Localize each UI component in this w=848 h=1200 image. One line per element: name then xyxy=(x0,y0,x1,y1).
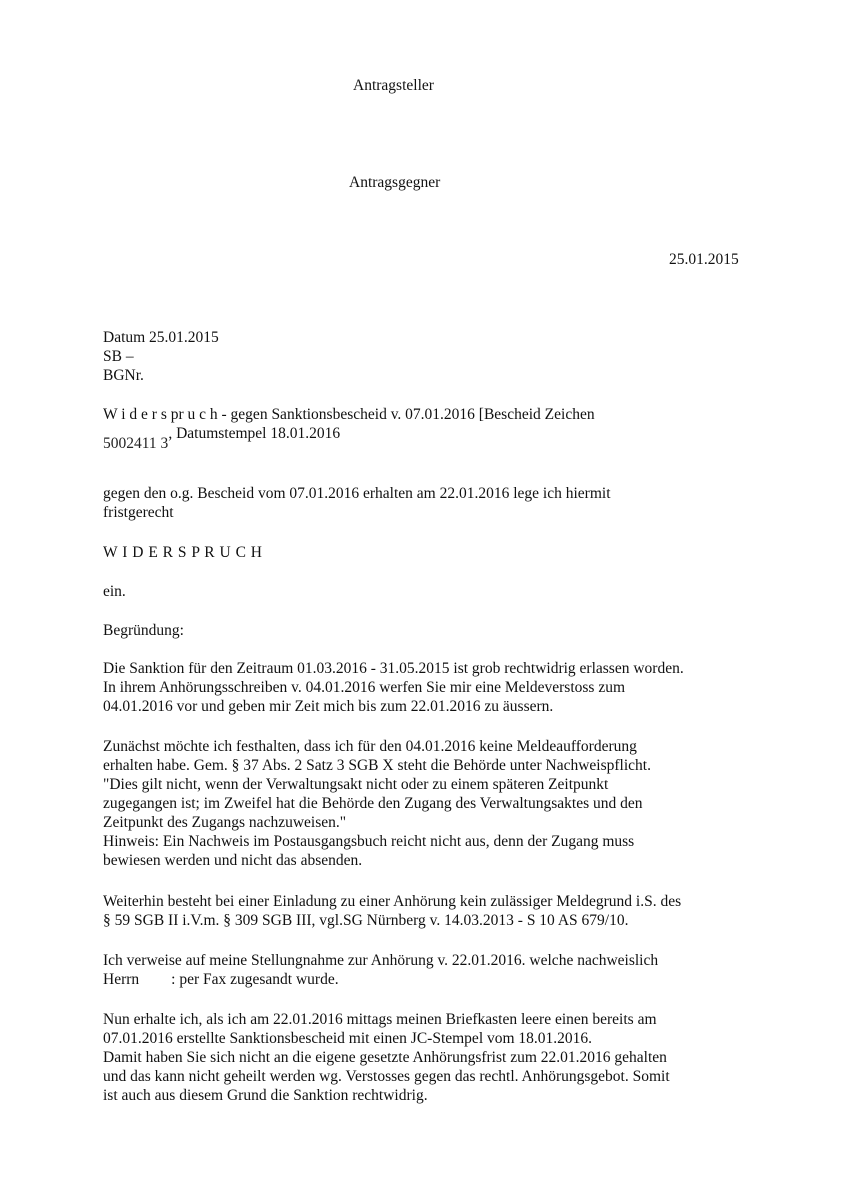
paragraph-line: Zeitpunkt des Zugangs nachzuweisen." xyxy=(103,814,347,831)
paragraph-3 xyxy=(103,892,763,930)
subject-block xyxy=(103,405,763,452)
begruendung-heading: Begründung: xyxy=(103,622,184,639)
paragraph-line: ist auch aus diesem Grund die Sanktion rechtwidrig. xyxy=(103,1087,428,1104)
intro-paragraph xyxy=(103,484,763,522)
paragraph-line: 04.01.2016 vor und geben mir Zeit mich bis zum 22.01.2016 zu äussern. xyxy=(103,698,554,715)
applicant-label: Antragsteller xyxy=(353,77,434,94)
intro-line: gegen den o.g. Bescheid vom 07.01.2016 erhalten am 22.01.2016 lege ich hiermit xyxy=(103,485,611,502)
paragraph-line: erhalten habe. Gem. § 37 Abs. 2 Satz 3 SGB X steht die Behörde unter Nachweispflicht. xyxy=(103,757,651,774)
sb-line: SB – xyxy=(103,348,134,365)
redacted-reference: 5002411 3 xyxy=(103,435,169,452)
paragraph-line: Nun erhalte ich, als ich am 22.01.2016 mittags meinen Briefkasten leere einen bereits am xyxy=(103,1011,657,1028)
paragraph-line: In ihrem Anhörungsschreiben v. 04.01.2016 werfen Sie mir eine Meldeverstoss zum xyxy=(103,679,626,696)
paragraph-4 xyxy=(103,951,763,989)
bgnr-line: BGNr. xyxy=(103,367,144,384)
document-date: 25.01.2015 xyxy=(669,251,739,268)
subject-line-1: W i d e r s pr u c h - gegen Sanktionsbescheid v. 07.01.2016 [Bescheid Zeichen xyxy=(103,406,595,423)
paragraph-line: und das kann nicht geheilt werden wg. Verstosses gegen das rechtl. Anhörungsgebot. Somit xyxy=(103,1068,670,1085)
paragraph-line xyxy=(103,970,763,989)
datum-line: Datum 25.01.2015 xyxy=(103,329,219,346)
paragraph-1 xyxy=(103,659,763,716)
paragraph-line: § 59 SGB II i.V.m. § 309 SGB III, vgl.SG Nürnberg v. 14.03.2013 - S 10 AS 679/10. xyxy=(103,912,629,929)
paragraph-line: Weiterhin besteht bei einer Einladung zu einer Anhörung kein zulässiger Meldegrund i.S. des xyxy=(103,893,682,910)
paragraph-line: Damit haben Sie sich nicht an die eigene gesetzte Anhörungsfrist zum 22.01.2016 gehalten xyxy=(103,1049,667,1066)
paragraph-line: 07.01.2016 erstellte Sanktionsbescheid mit einen JC-Stempel vom 18.01.2016. xyxy=(103,1030,593,1047)
intro-line: fristgerecht xyxy=(103,504,174,521)
recipient-salutation: Herrn xyxy=(103,971,140,988)
fax-note: : per Fax zugesandt wurde. xyxy=(171,971,339,988)
reference-block xyxy=(103,328,763,385)
paragraph-line: Ich verweise auf meine Stellungnahme zur Anhörung v. 22.01.2016. welche nachweislich xyxy=(103,952,659,969)
paragraph-2 xyxy=(103,737,763,870)
paragraph-line: bewiesen werden und nicht das absenden. xyxy=(103,852,363,869)
paragraph-line: Die Sanktion für den Zeitraum 01.03.2016 - 31.05.2015 ist grob rechtwidrig erlassen worden. xyxy=(103,660,684,677)
subject-line-2 xyxy=(103,424,763,452)
respondent-label: Antragsgegner xyxy=(349,174,441,191)
widerspruch-heading: W I D E R S P R U C H xyxy=(103,544,263,561)
paragraph-line: "Dies gilt nicht, wenn der Verwaltungsakt nicht oder zu einem späteren Zeitpunkt xyxy=(103,776,609,793)
subject-line-2-text: , Datumstempel 18.01.2016 xyxy=(168,425,341,442)
paragraph-line: zugegangen ist; im Zweifel hat die Behörde den Zugang des Verwaltungsaktes und den xyxy=(103,795,643,812)
paragraph-line: Hinweis: Ein Nachweis im Postausgangsbuch reicht nicht aus, denn der Zugang muss xyxy=(103,833,635,850)
paragraph-line: Zunächst möchte ich festhalten, dass ich für den 04.01.2016 keine Meldeaufforderung xyxy=(103,738,637,755)
paragraph-5 xyxy=(103,1010,763,1105)
ein-line: ein. xyxy=(103,583,126,600)
